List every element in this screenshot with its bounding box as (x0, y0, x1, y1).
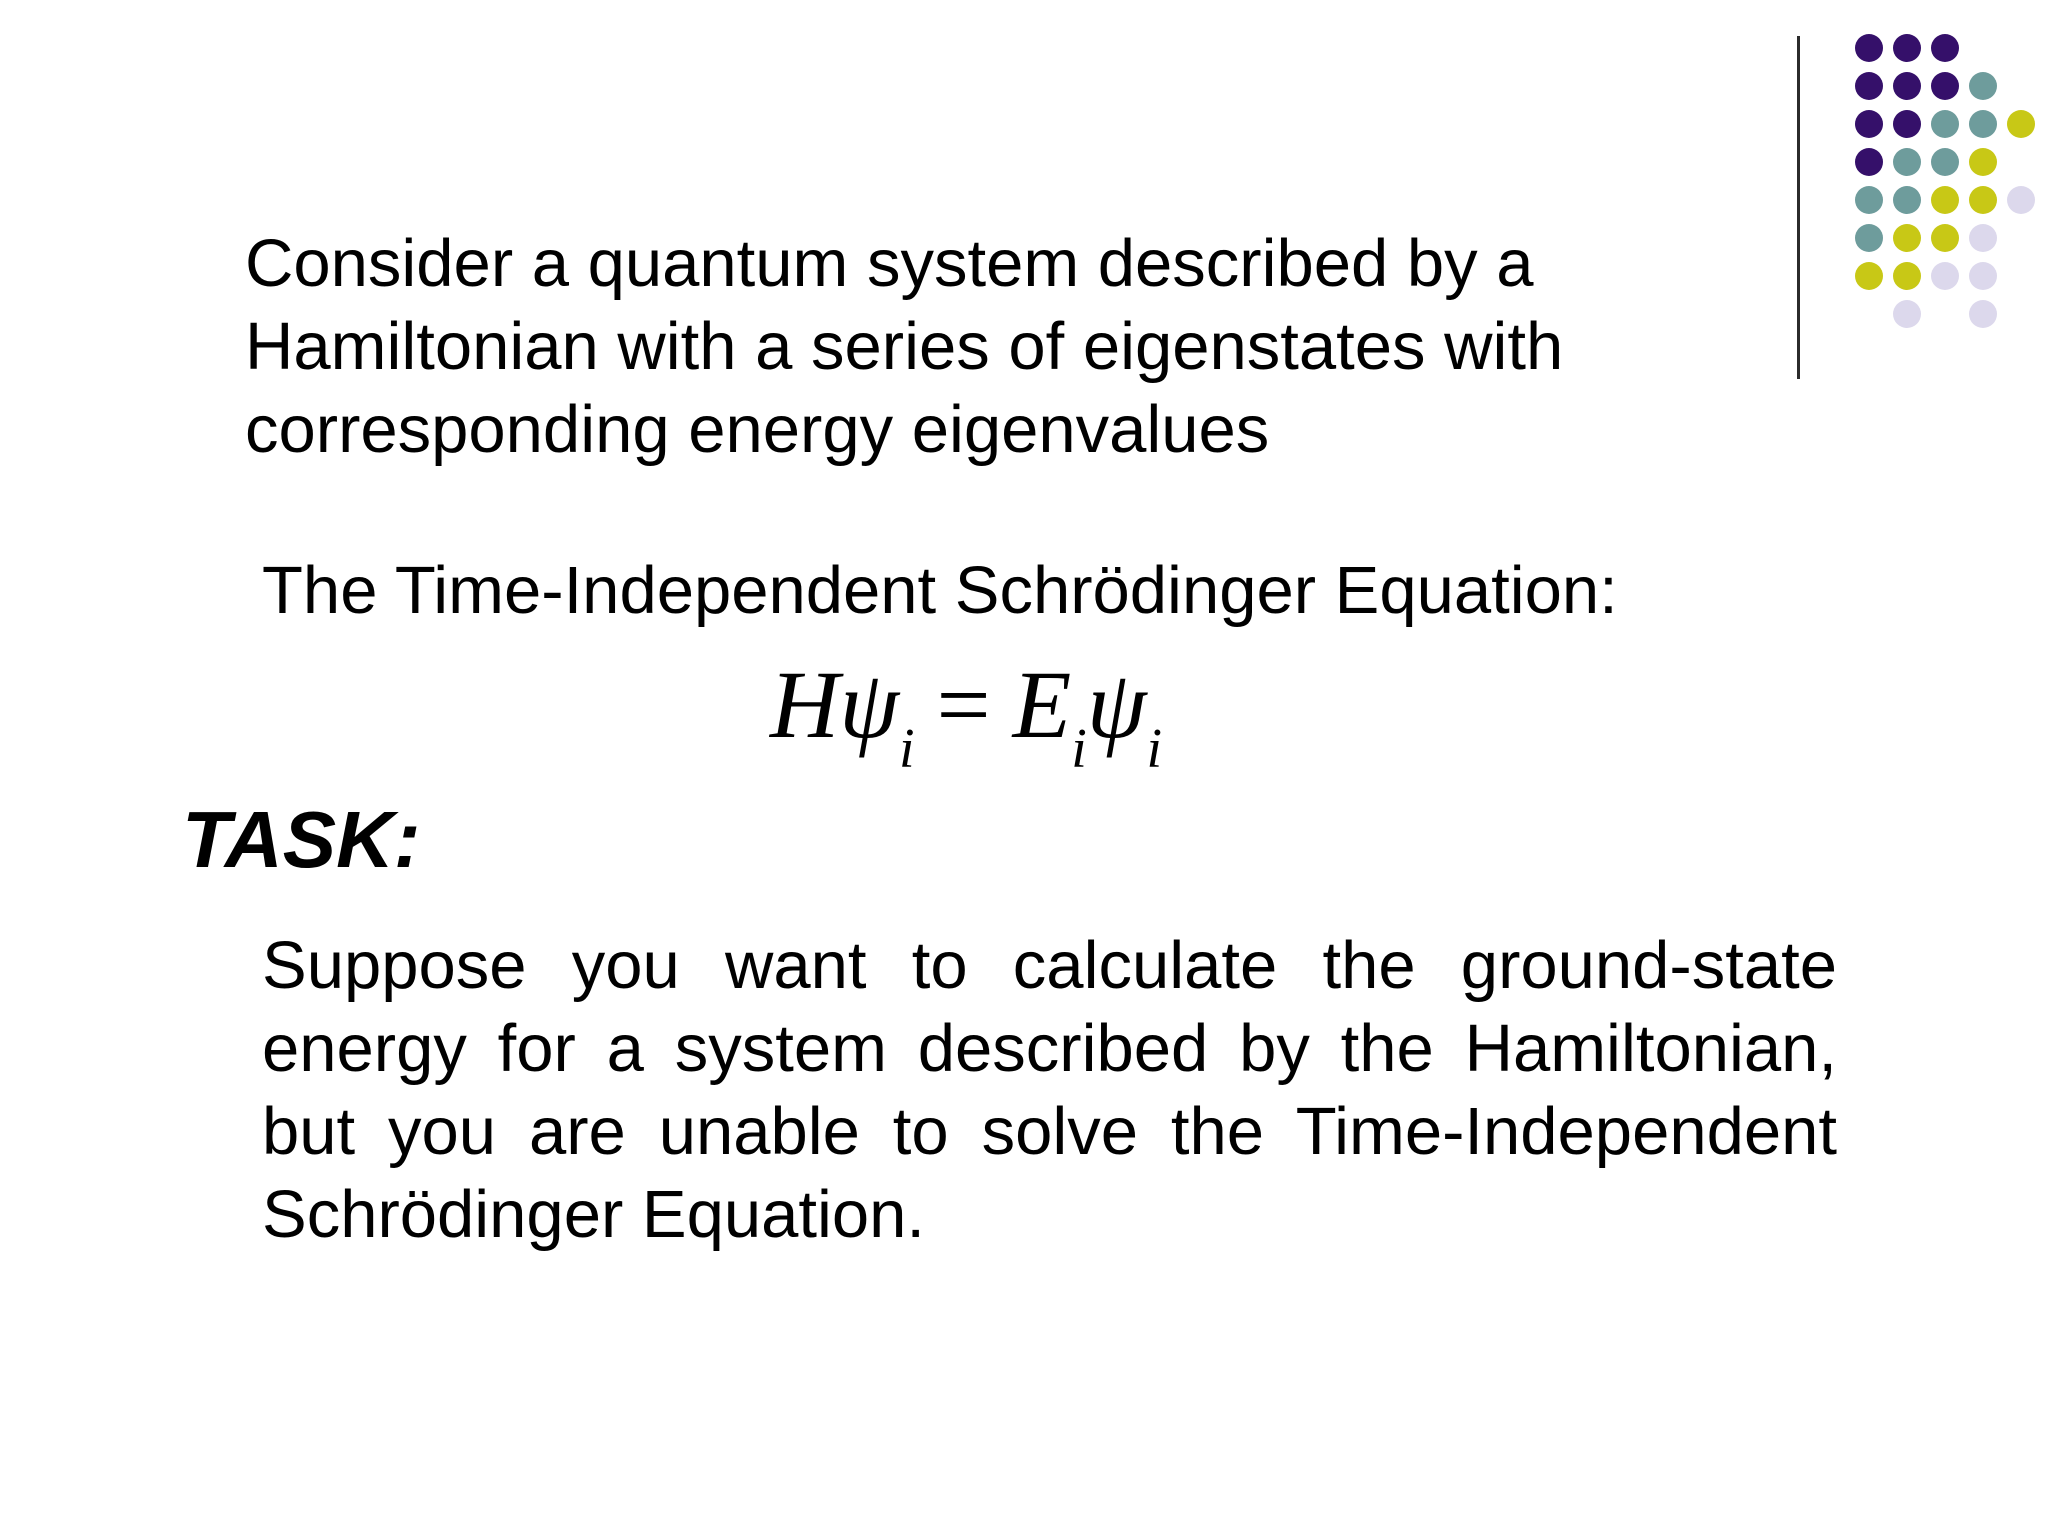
decorative-dot (1931, 224, 1959, 252)
decorative-dot (1893, 186, 1921, 214)
subscript: i (1071, 718, 1087, 780)
vertical-divider (1797, 36, 1800, 379)
decorative-dot (1855, 110, 1883, 138)
decorative-dot (1855, 262, 1883, 290)
subscript: i (1146, 718, 1163, 780)
task-paragraph: Suppose you want to calculate the ground-state energy for a system described by the Hamiltonian, but you are unable to solve the Time-Independent Schrödinger Equation. (262, 928, 1837, 1252)
subscript: i (898, 718, 915, 780)
decorative-dot (1969, 186, 1997, 214)
decorative-dot (1855, 34, 1883, 62)
decorative-dot (1893, 224, 1921, 252)
equation-label: The Time-Independent Schrödinger Equation: (262, 553, 1618, 628)
decorative-dot (1855, 224, 1883, 252)
decorative-dot (1931, 34, 1959, 62)
decorative-dot (1855, 148, 1883, 176)
decorative-dot (1969, 72, 1997, 100)
decorative-dot (1893, 110, 1921, 138)
task-heading: TASK: (182, 795, 421, 884)
decorative-dot (1931, 148, 1959, 176)
schrodinger-equation (770, 650, 1163, 780)
decorative-dot (1893, 300, 1921, 328)
decorative-dot (1893, 262, 1921, 290)
decorative-dot (1931, 72, 1959, 100)
decorative-dot (1969, 148, 1997, 176)
psi-symbol: ψ (1086, 651, 1147, 758)
decorative-dot (1931, 110, 1959, 138)
decorative-dot (1931, 262, 1959, 290)
decorative-dot (2007, 186, 2035, 214)
decorative-dot (1931, 186, 1959, 214)
equals-sign: = (936, 651, 991, 758)
intro-paragraph: Consider a quantum system described by a Hamiltonian with a series of eigenstates with corresponding energy eigenvalues (245, 226, 1564, 467)
decorative-dot (1893, 72, 1921, 100)
decorative-dot (1969, 300, 1997, 328)
decorative-dot (1969, 110, 1997, 138)
psi-symbol: ψ (839, 651, 899, 758)
decorative-dot (2007, 110, 2035, 138)
decorative-dot (1893, 148, 1921, 176)
decorative-dot (1893, 34, 1921, 62)
decorative-dot (1855, 186, 1883, 214)
hamiltonian-operator: H (770, 651, 840, 758)
energy-symbol: E (1012, 651, 1072, 758)
decorative-dot (1969, 224, 1997, 252)
decorative-dot (1969, 262, 1997, 290)
decorative-dot (1855, 72, 1883, 100)
